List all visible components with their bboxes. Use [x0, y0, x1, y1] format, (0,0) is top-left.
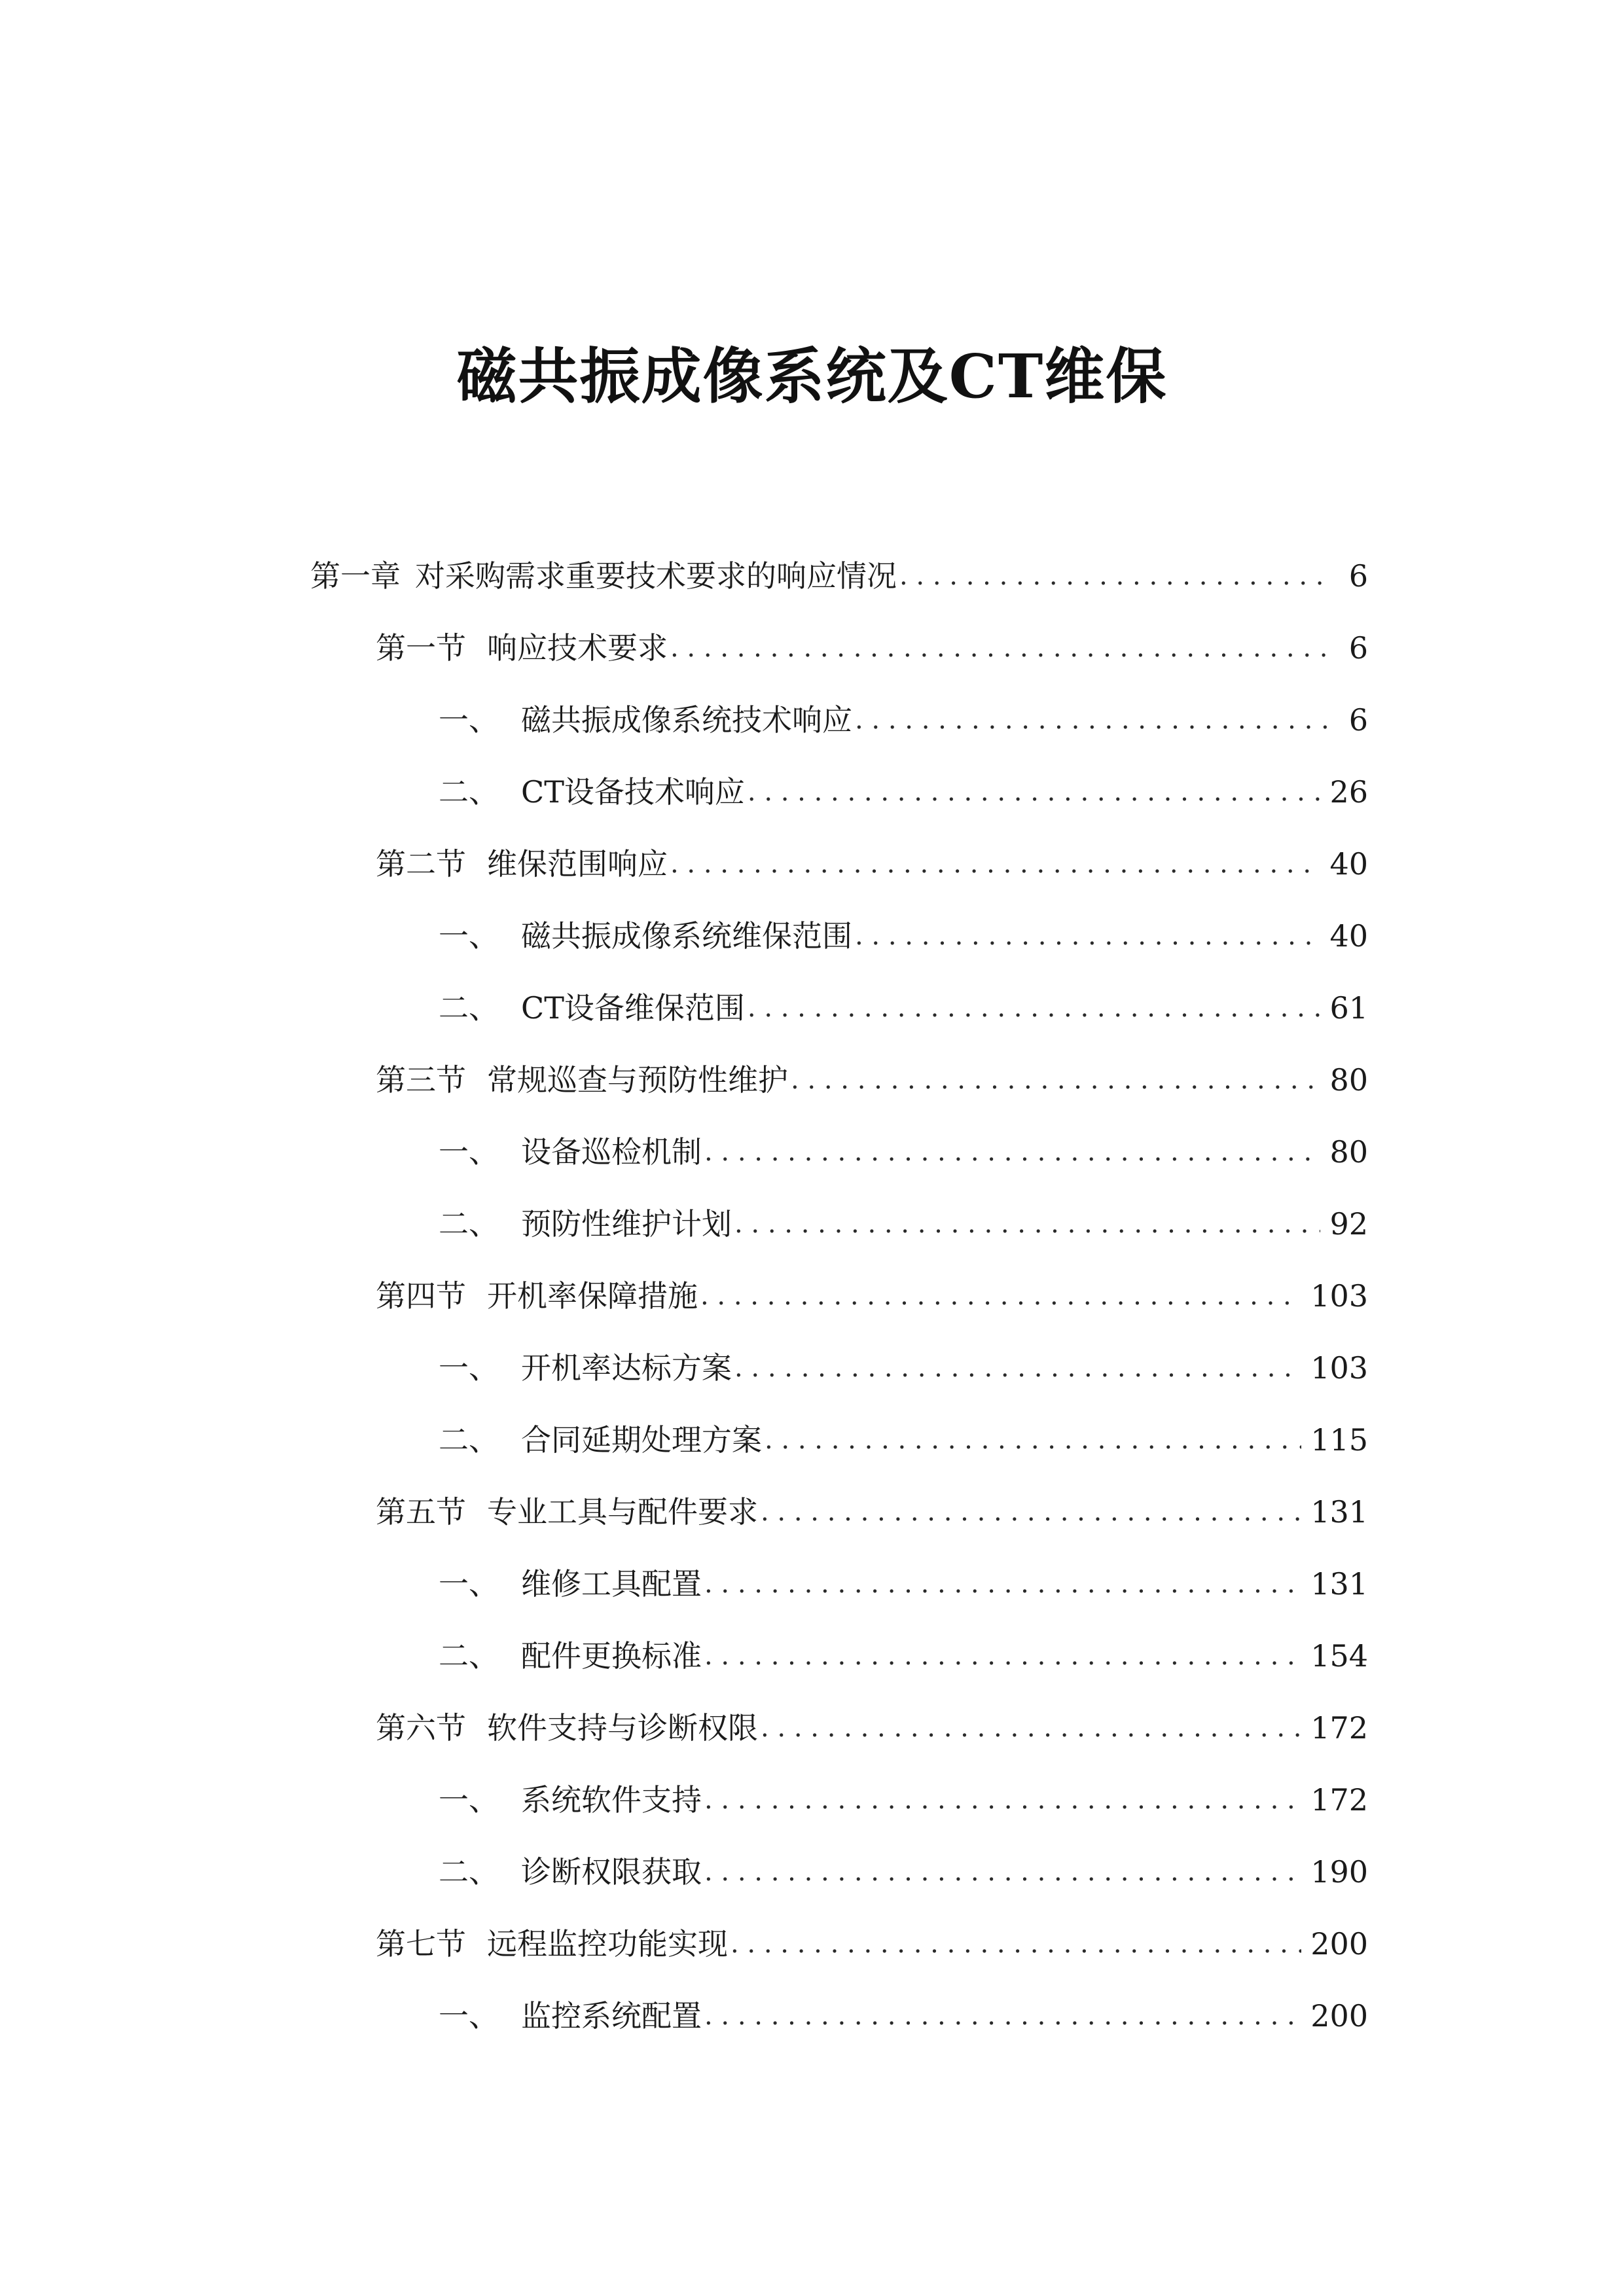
toc-entry-label: 磁共振成像系统维保范围 — [521, 918, 852, 954]
toc-entry[interactable] — [439, 766, 1368, 818]
toc-entry-page: 131 — [1310, 1494, 1368, 1530]
toc-entry[interactable] — [376, 1270, 1368, 1322]
toc-entry-page: 154 — [1310, 1638, 1368, 1674]
toc-leader-dots — [704, 1846, 1301, 1898]
toc-entry-page: 92 — [1329, 1206, 1368, 1242]
toc-entry[interactable] — [439, 1630, 1368, 1682]
toc-entry-label: 专业工具与配件要求 — [487, 1494, 758, 1530]
toc-leader-dots — [734, 1342, 1301, 1394]
toc-leader-dots — [704, 1126, 1320, 1178]
toc-entry-page: 190 — [1310, 1854, 1368, 1890]
toc-entry-label: 预防性维护计划 — [521, 1206, 732, 1242]
toc-entry-label: 对采购需求重要技术要求的响应情况 — [415, 558, 897, 594]
document-title: 磁共振成像系统及CT维保 — [456, 341, 1168, 412]
toc-entry-label: 远程监控功能实现 — [487, 1926, 728, 1962]
toc-entry-label: 维保范围响应 — [487, 846, 668, 882]
toc-entry-page: 40 — [1329, 918, 1368, 954]
toc-entry-page: 172 — [1310, 1782, 1368, 1818]
toc-entry-number: 第二节 — [376, 846, 466, 882]
toc-entry[interactable] — [439, 1558, 1368, 1610]
toc-entry-number: 第一章 — [310, 558, 401, 594]
toc-entry-number: 二、 — [439, 1854, 499, 1890]
toc-leader-dots — [704, 1990, 1301, 2042]
toc-entry[interactable] — [376, 838, 1368, 890]
toc-entry-page: 6 — [1348, 630, 1368, 666]
toc-entry[interactable] — [439, 1990, 1368, 2042]
toc-entry-label: 配件更换标准 — [521, 1638, 702, 1674]
toc-leader-dots — [704, 1774, 1301, 1826]
toc-entry[interactable] — [439, 694, 1368, 746]
toc-entry-number: 第六节 — [376, 1710, 466, 1746]
toc-entry-page: 40 — [1329, 846, 1368, 882]
toc-entry[interactable] — [439, 1198, 1368, 1250]
toc-leader-dots — [791, 1054, 1320, 1106]
toc-leader-dots — [761, 1486, 1301, 1538]
toc-entry-number: 二、 — [439, 1206, 499, 1242]
toc-entry[interactable] — [439, 1126, 1368, 1178]
toc-leader-dots — [855, 910, 1320, 962]
toc-entry-label: 开机率达标方案 — [521, 1350, 732, 1386]
toc-leader-dots — [700, 1270, 1301, 1322]
toc-leader-dots — [765, 1414, 1301, 1466]
toc-entry-number: 一、 — [439, 918, 499, 954]
toc-leader-dots — [899, 550, 1333, 602]
toc-entry-number: 第三节 — [376, 1062, 466, 1098]
toc-entry-page: 200 — [1310, 1926, 1368, 1962]
toc-entry-page: 26 — [1329, 774, 1368, 810]
toc-leader-dots — [748, 982, 1321, 1034]
toc-entry-number: 第五节 — [376, 1494, 466, 1530]
toc-leader-dots — [731, 1918, 1301, 1970]
toc-entry-label: 常规巡查与预防性维护 — [487, 1062, 788, 1098]
toc-leader-dots — [761, 1702, 1301, 1754]
toc-entry-label: 磁共振成像系统技术响应 — [521, 702, 852, 738]
toc-entry-label: 响应技术要求 — [487, 630, 668, 666]
toc-entry[interactable] — [439, 1774, 1368, 1826]
toc-leader-dots — [670, 622, 1333, 674]
toc-entry-number: 第一节 — [376, 630, 466, 666]
toc-entry-page: 200 — [1310, 1998, 1368, 2034]
toc-entry-label: CT设备技术响应 — [521, 774, 745, 810]
toc-entry-number: 一、 — [439, 1134, 499, 1170]
toc-leader-dots — [704, 1630, 1301, 1682]
toc-entry-page: 61 — [1329, 990, 1368, 1026]
toc-entry-label: CT设备维保范围 — [521, 990, 745, 1026]
toc-entry-number: 第四节 — [376, 1278, 466, 1314]
toc-entry-number: 二、 — [439, 990, 499, 1026]
toc-entry[interactable] — [376, 1702, 1368, 1754]
toc-entry-page: 103 — [1310, 1350, 1368, 1386]
toc-entry-number: 一、 — [439, 1350, 499, 1386]
toc-entry-label: 系统软件支持 — [521, 1782, 702, 1818]
toc-entry-label: 合同延期处理方案 — [521, 1422, 762, 1458]
toc-entry-page: 6 — [1348, 702, 1368, 738]
toc-entry-page: 80 — [1329, 1134, 1368, 1170]
toc-leader-dots — [855, 694, 1333, 746]
toc-leader-dots — [704, 1558, 1301, 1610]
toc-entry-number: 二、 — [439, 1638, 499, 1674]
toc-entry-label: 设备巡检机制 — [521, 1134, 702, 1170]
toc-entry[interactable] — [376, 1054, 1368, 1106]
toc-entry-label: 监控系统配置 — [521, 1998, 702, 2034]
toc-entry[interactable] — [439, 1414, 1368, 1466]
toc-entry-label: 维修工具配置 — [521, 1566, 702, 1602]
toc-entry-label: 开机率保障措施 — [487, 1278, 698, 1314]
toc-entry-page: 115 — [1310, 1422, 1368, 1458]
toc-entry-page: 172 — [1310, 1710, 1368, 1746]
toc-entry-number: 二、 — [439, 774, 499, 810]
toc-entry-number: 一、 — [439, 1566, 499, 1602]
toc-entry[interactable] — [376, 622, 1368, 674]
toc-entry-page: 80 — [1329, 1062, 1368, 1098]
toc-entry-label: 软件支持与诊断权限 — [487, 1710, 758, 1746]
toc-entry[interactable] — [439, 982, 1368, 1034]
toc-entry[interactable] — [439, 910, 1368, 962]
toc-entry-label: 诊断权限获取 — [521, 1854, 702, 1890]
toc-entry-number: 第七节 — [376, 1926, 466, 1962]
toc-leader-dots — [748, 766, 1321, 818]
toc-entry[interactable] — [376, 1918, 1368, 1970]
toc-entry-number: 一、 — [439, 1998, 499, 2034]
toc-leader-dots — [734, 1198, 1320, 1250]
toc-entry-page: 103 — [1310, 1278, 1368, 1314]
toc-entry-number: 二、 — [439, 1422, 499, 1458]
toc-entry-page: 6 — [1348, 558, 1368, 594]
toc-entry-page: 131 — [1310, 1566, 1368, 1602]
toc-entry-number: 一、 — [439, 1782, 499, 1818]
toc-entry-number: 一、 — [439, 702, 499, 738]
toc-entry[interactable] — [310, 550, 1368, 602]
toc-entry[interactable] — [439, 1342, 1368, 1394]
toc-entry[interactable] — [376, 1486, 1368, 1538]
toc-leader-dots — [670, 838, 1320, 890]
toc-entry[interactable] — [439, 1846, 1368, 1898]
